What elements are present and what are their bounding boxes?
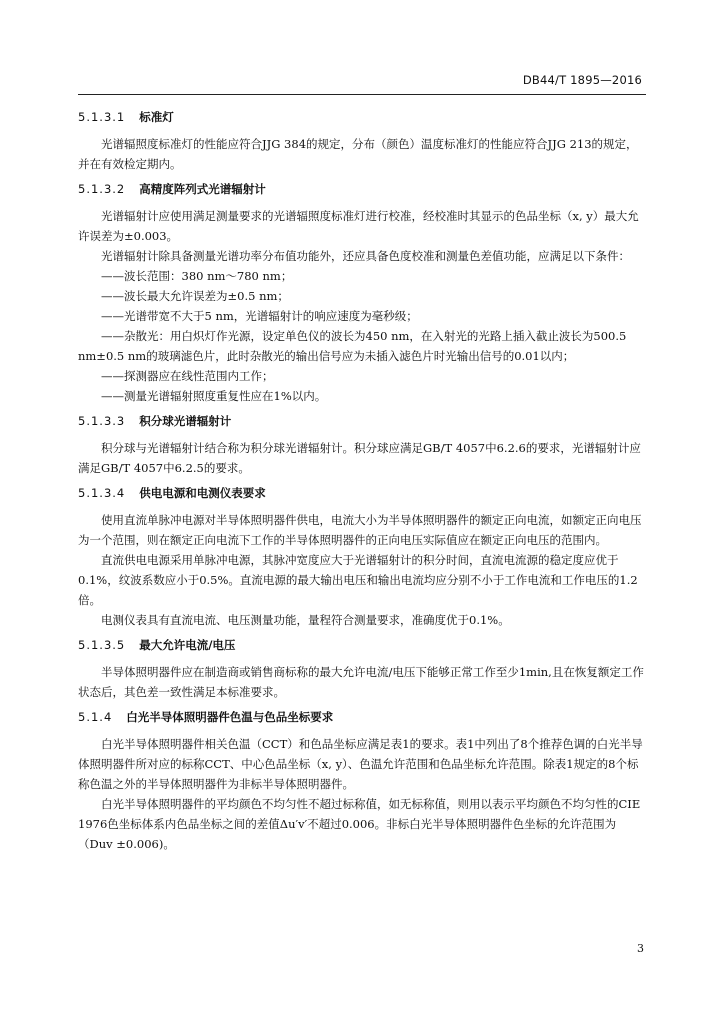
- list-item: ——探测器应在线性范围内工作；: [101, 369, 274, 383]
- section-5-1-3-2: [78, 180, 646, 406]
- list-item: ——光谱带宽不大于5 nm，光谱辐射计的响应速度为毫秒级；: [101, 309, 418, 323]
- section-5-1-3-1: [78, 108, 646, 174]
- section-heading: [78, 484, 646, 502]
- list-item: ——波长最大允许误差为±0.5 nm；: [101, 289, 289, 303]
- section-number: 5.1.3.3: [78, 414, 126, 428]
- paragraph: 光谱辐射计除具备测量光谱功率分布值功能外，还应具备色度校准和测量色差值功能，应满足以下条件：: [101, 249, 630, 263]
- section-title: 最大允许电流/电压: [139, 638, 236, 652]
- section-heading: [78, 636, 646, 654]
- paragraph: 直流供电电源采用单脉冲电源，其脉冲宽度应大于光谱辐射计的积分时间，直流电流源的稳定度应优于0.1%，纹波系数应小于0.5%。直流电源的最大输出电压和输出电流均应分别不小于工作电流和工作电压的1.2 倍。: [78, 553, 638, 607]
- list-item: ——波长范围：380 nm～780 nm；: [101, 269, 293, 283]
- list-item: ——杂散光：用白炽灯作光源，设定单色仪的波长为450 nm，在入射光的光路上插入截止波长为500.5 nm±0.5 nm的玻璃滤色片，此时杂散光的输出信号应为未插入滤色片时光输出信号的0.01以内；: [78, 329, 627, 363]
- section-heading: [78, 412, 646, 430]
- paragraph: 白光半导体照明器件的平均颜色不均匀性不超过标称值，如无标称值，则用以表示平均颜色不均匀性的CIE 1976色坐标体系内色品坐标之间的差值Δu′v′不超过0.006。非标白光半导体照明器件色坐标的允许范围为（Duv ±0.006)。: [78, 797, 641, 851]
- section-5-1-4: [78, 708, 646, 854]
- standard-code: DB44/T 1895—2016: [522, 73, 642, 87]
- list-item: ——测量光谱辐射照度重复性应在1%以内。: [101, 389, 327, 403]
- section-heading: [78, 108, 646, 126]
- section-5-1-3-5: [78, 636, 646, 702]
- section-5-1-3-4: [78, 484, 646, 630]
- paragraph: 光谱辐照度标准灯的性能应符合JJG 384的规定，分布（颜色）温度标准灯的性能应符合JJG 213的规定，并在有效检定期内。: [78, 137, 638, 171]
- section-number: 5.1.3.2: [78, 182, 126, 196]
- section-number: 5.1.4: [78, 710, 113, 724]
- section-heading: [78, 180, 646, 198]
- paragraph: 电测仪表具有直流电流、电压测量功能，量程符合测量要求，准确度优于0.1%。: [101, 613, 510, 627]
- page-content: [78, 108, 646, 860]
- section-title: 高精度阵列式光谱辐射计: [139, 182, 266, 196]
- paragraph: 使用直流单脉冲电源对半导体照明器件供电，电流大小为半导体照明器件的额定正向电流，如额定正向电压为一个范围，则在额定正向电流下工作的半导体照明器件的正向电压实际值应在额定正向电压的范围内。: [78, 513, 642, 547]
- section-title: 供电电源和电测仪表要求: [139, 486, 266, 500]
- paragraph: 白光半导体照明器件相关色温（CCT）和色品坐标应满足表1的要求。表1中列出了8个推荐色调的白光半导体照明器件所对应的标称CCT、中心色品坐标（x, y）、色温允许范围和色品坐标允许范围。除表1规定的8个标称色温之外的半导体照明器件为非标半导体照明器件。: [78, 737, 643, 791]
- section-number: 5.1.3.4: [78, 486, 126, 500]
- section-number: 5.1.3.5: [78, 638, 126, 652]
- section-5-1-3-3: [78, 412, 646, 478]
- page-number: 3: [637, 942, 644, 955]
- paragraph: 半导体照明器件应在制造商或销售商标称的最大允许电流/电压下能够正常工作至少1min,且在恢复额定工作状态后，其色差一致性满足本标准要求。: [78, 665, 644, 699]
- paragraph: 光谱辐射计应使用满足测量要求的光谱辐照度标准灯进行校准，经校准时其显示的色品坐标（x, y）最大允许误差为±0.003。: [78, 209, 639, 243]
- section-title: 标准灯: [139, 110, 174, 124]
- paragraph: 积分球与光谱辐射计结合称为积分球光谱辐射计。积分球应满足GB/T 4057中6.2.6的要求，光谱辐射计应满足GB/T 4057中6.2.5的要求。: [78, 441, 641, 475]
- header-rule: [78, 94, 646, 95]
- section-title: 白光半导体照明器件色温与色品坐标要求: [126, 710, 334, 724]
- section-heading: [78, 708, 646, 726]
- section-number: 5.1.3.1: [78, 110, 126, 124]
- section-title: 积分球光谱辐射计: [139, 414, 232, 428]
